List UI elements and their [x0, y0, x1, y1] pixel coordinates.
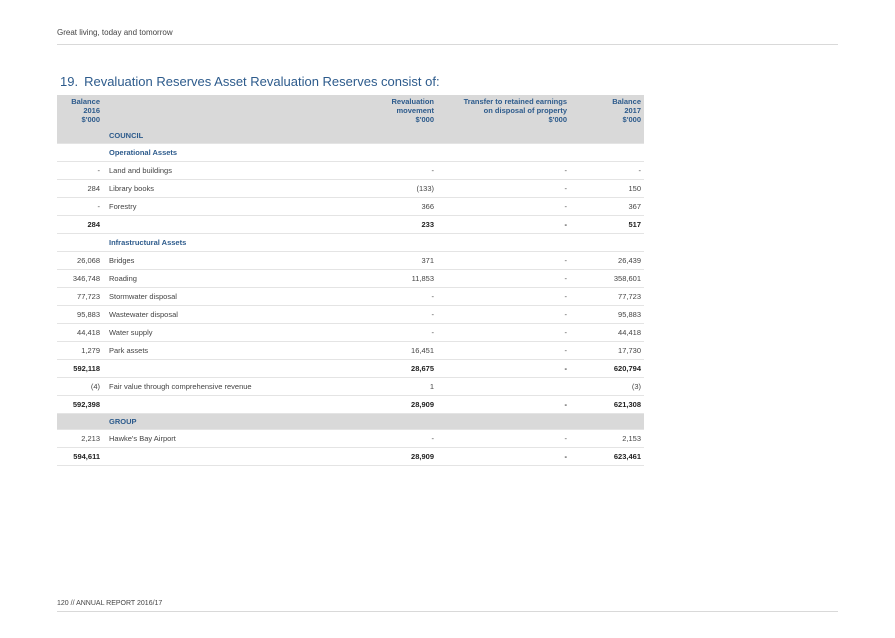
revaluation-cell: 16,451 — [340, 342, 437, 360]
subsection-row — [57, 234, 644, 252]
empty-cell — [57, 234, 103, 252]
balance-2016-cell: 592,118 — [57, 360, 103, 378]
balance-2016-cell: 592,398 — [57, 396, 103, 414]
col-header-line: $'000 — [415, 115, 434, 124]
revaluation-cell: - — [340, 324, 437, 342]
col-header-line: movement — [396, 106, 434, 115]
section-label: GROUP — [103, 414, 340, 430]
empty-cell — [570, 144, 644, 162]
col-header-line: Revaluation — [391, 97, 434, 106]
subsection-label: Operational Assets — [103, 144, 340, 162]
section-title: Revaluation Reserves Asset Revaluation Reserves consist of: — [84, 74, 440, 89]
col-header-line: $'000 — [548, 115, 567, 124]
col-header-revaluation — [340, 95, 437, 128]
empty-cell — [437, 144, 570, 162]
table-row — [57, 162, 644, 180]
section-row — [57, 128, 644, 144]
transfer-cell: - — [437, 360, 570, 378]
table-row — [57, 270, 644, 288]
description-cell: Bridges — [103, 252, 340, 270]
revaluation-cell: - — [340, 306, 437, 324]
col-header-line: Transfer to retained earnings — [463, 97, 567, 106]
section-heading — [60, 74, 440, 89]
empty-cell — [570, 414, 644, 430]
page-footer: 120 // ANNUAL REPORT 2016/17 — [57, 600, 163, 607]
transfer-cell: - — [437, 342, 570, 360]
transfer-cell: - — [437, 430, 570, 448]
subsection-label: Infrastructural Assets — [103, 234, 340, 252]
empty-cell — [57, 144, 103, 162]
transfer-cell: - — [437, 252, 570, 270]
col-header-line: Balance — [612, 97, 641, 106]
empty-cell — [340, 234, 437, 252]
transfer-cell: - — [437, 396, 570, 414]
col-header-balance-2016 — [57, 95, 103, 128]
col-header-line: 2017 — [624, 106, 641, 115]
col-header-line: 2016 — [83, 106, 100, 115]
table-row — [57, 198, 644, 216]
table-row — [57, 378, 644, 396]
balance-2017-cell: - — [570, 162, 644, 180]
table-body — [57, 128, 644, 466]
balance-2017-cell: 44,418 — [570, 324, 644, 342]
transfer-cell: - — [437, 288, 570, 306]
balance-2017-cell: 623,461 — [570, 448, 644, 466]
table-header-row — [57, 95, 644, 128]
total-row — [57, 360, 644, 378]
table-row — [57, 252, 644, 270]
description-cell: Hawke's Bay Airport — [103, 430, 340, 448]
revaluation-cell: - — [340, 162, 437, 180]
empty-cell — [437, 128, 570, 144]
balance-2016-cell: 26,068 — [57, 252, 103, 270]
transfer-cell: - — [437, 306, 570, 324]
table-row — [57, 306, 644, 324]
balance-2017-cell: 17,730 — [570, 342, 644, 360]
balance-2016-cell: 77,723 — [57, 288, 103, 306]
total-row — [57, 396, 644, 414]
revaluation-cell: 366 — [340, 198, 437, 216]
table-row — [57, 324, 644, 342]
description-cell — [103, 216, 340, 234]
col-header-balance-2017 — [570, 95, 644, 128]
transfer-cell: - — [437, 198, 570, 216]
table-row — [57, 342, 644, 360]
revaluation-cell: 28,909 — [340, 448, 437, 466]
transfer-cell: - — [437, 448, 570, 466]
balance-2016-cell: 284 — [57, 216, 103, 234]
revaluation-cell: - — [340, 430, 437, 448]
balance-2017-cell: 77,723 — [570, 288, 644, 306]
balance-2016-cell: 95,883 — [57, 306, 103, 324]
balance-2016-cell: 44,418 — [57, 324, 103, 342]
description-cell: Park assets — [103, 342, 340, 360]
transfer-cell: - — [437, 216, 570, 234]
balance-2016-cell: - — [57, 162, 103, 180]
empty-cell — [57, 414, 103, 430]
balance-2017-cell: 26,439 — [570, 252, 644, 270]
description-cell: Fair value through comprehensive revenue — [103, 378, 340, 396]
section-label: COUNCIL — [103, 128, 340, 144]
revaluation-cell: 28,675 — [340, 360, 437, 378]
revaluation-cell: 11,853 — [340, 270, 437, 288]
empty-cell — [437, 234, 570, 252]
description-cell: Stormwater disposal — [103, 288, 340, 306]
section-number: 19. — [60, 74, 79, 89]
empty-cell — [340, 414, 437, 430]
empty-cell — [570, 128, 644, 144]
balance-2017-cell: 620,794 — [570, 360, 644, 378]
empty-cell — [437, 414, 570, 430]
empty-cell — [340, 128, 437, 144]
table-row — [57, 288, 644, 306]
balance-2017-cell: 150 — [570, 180, 644, 198]
col-header-description — [103, 95, 340, 128]
col-header-line: $'000 — [622, 115, 641, 124]
description-cell — [103, 396, 340, 414]
transfer-cell: - — [437, 324, 570, 342]
empty-cell — [570, 234, 644, 252]
transfer-cell: - — [437, 180, 570, 198]
col-header-line: $'000 — [81, 115, 100, 124]
transfer-cell — [437, 378, 570, 396]
balance-2016-cell: 1,279 — [57, 342, 103, 360]
revaluation-cell: 28,909 — [340, 396, 437, 414]
page-header-tagline: Great living, today and tomorrow — [57, 28, 173, 37]
balance-2016-cell: - — [57, 198, 103, 216]
revaluation-cell: - — [340, 288, 437, 306]
description-cell: Roading — [103, 270, 340, 288]
transfer-cell: - — [437, 270, 570, 288]
revaluation-reserves-table — [57, 95, 644, 466]
revaluation-cell: (133) — [340, 180, 437, 198]
col-header-line: Balance — [71, 97, 100, 106]
revaluation-cell: 1 — [340, 378, 437, 396]
description-cell: Water supply — [103, 324, 340, 342]
revaluation-cell: 371 — [340, 252, 437, 270]
balance-2017-cell: 517 — [570, 216, 644, 234]
balance-2016-cell: 594,611 — [57, 448, 103, 466]
empty-cell — [340, 144, 437, 162]
description-cell: Wastewater disposal — [103, 306, 340, 324]
empty-cell — [57, 128, 103, 144]
balance-2017-cell: 367 — [570, 198, 644, 216]
balance-2016-cell: 284 — [57, 180, 103, 198]
section-row — [57, 414, 644, 430]
subsection-row — [57, 144, 644, 162]
header-divider — [57, 44, 838, 45]
description-cell: Library books — [103, 180, 340, 198]
table-row — [57, 180, 644, 198]
description-cell — [103, 448, 340, 466]
balance-2016-cell: 2,213 — [57, 430, 103, 448]
total-row — [57, 448, 644, 466]
revaluation-cell: 233 — [340, 216, 437, 234]
balance-2016-cell: (4) — [57, 378, 103, 396]
total-row — [57, 216, 644, 234]
col-header-transfer — [437, 95, 570, 128]
description-cell — [103, 360, 340, 378]
balance-2017-cell: 95,883 — [570, 306, 644, 324]
footer-divider — [57, 611, 838, 612]
transfer-cell: - — [437, 162, 570, 180]
balance-2016-cell: 346,748 — [57, 270, 103, 288]
description-cell: Land and buildings — [103, 162, 340, 180]
balance-2017-cell: (3) — [570, 378, 644, 396]
col-header-line: on disposal of property — [483, 106, 567, 115]
balance-2017-cell: 2,153 — [570, 430, 644, 448]
balance-2017-cell: 358,601 — [570, 270, 644, 288]
table-row — [57, 430, 644, 448]
balance-2017-cell: 621,308 — [570, 396, 644, 414]
description-cell: Forestry — [103, 198, 340, 216]
